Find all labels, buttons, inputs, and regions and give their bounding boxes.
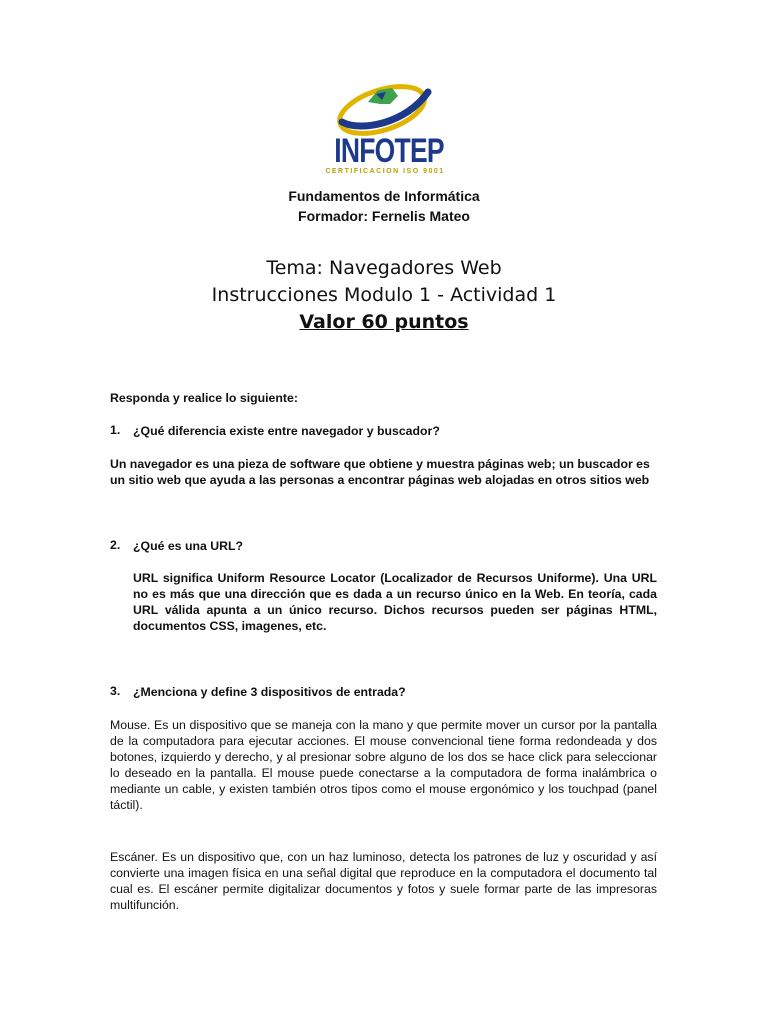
q2-answer: URL significa Uniform Resource Locator (Localizador de Recursos Uniforme). Una URL no es más que una dirección que es dada a un recurso único en la Web. En teoría, cada URL válida apunta a un único recurso. Dichos recursos pueden ser páginas HTML, documentos CSS, imagenes, etc. — [133, 571, 657, 633]
logo-tagline: CERTIFICACION ISO 9001 — [325, 168, 445, 175]
q1-answer-line2: un sitio web que ayuda a las personas a encontrar páginas web alojadas en otros sitios web — [110, 473, 650, 487]
logo-wordmark: INFOTEP — [334, 132, 444, 170]
q3-number: 3. — [110, 684, 121, 698]
q1-number: 1. — [110, 423, 121, 437]
q3-question: ¿Menciona y define 3 dispositivos de entrada? — [133, 685, 406, 699]
q1-answer-line1: Un navegador es una pieza de software que obtiene y muestra páginas web; un buscador es — [110, 457, 650, 471]
intro-text: Responda y realice lo siguiente: — [110, 391, 298, 405]
q3-mouse-answer: Mouse. Es un dispositivo que se maneja con la mano y que permite mover un cursor por la pantalla de la computadora para ejecutar acciones. El mouse convencional tiene forma redondeada y dos botones, izquierdo y derecho, y al presionar sobre alguno de los dos se hace click para seleccionar lo deseado en la pantalla. El mouse puede conectarse a la computadora de forma inalámbrica o mediante un cable, y existen también otros tipos como el mouse ergonómico y los touchpad (panel táctil). — [110, 718, 657, 812]
q3-scanner-answer: Escáner. Es un dispositivo que, con un haz luminoso, detecta los patrones de luz y oscuridad y así convierte una imagen física en una señal digital que reproduce en la computadora el documento tal cual es. El escáner permite digitalizar documentos y fotos y suele formar parte de las impresoras multifunción. — [110, 850, 657, 912]
topic-title: Tema: Navegadores Web — [266, 257, 502, 279]
instructions-title: Instrucciones Modulo 1 - Actividad 1 — [211, 284, 557, 306]
course-name: Fundamentos de Informática — [288, 188, 480, 204]
value-title: Valor 60 puntos — [299, 311, 469, 333]
trainer-name: Formador: Fernelis Mateo — [298, 208, 470, 224]
q2-number: 2. — [110, 538, 121, 552]
q2-question: ¿Qué es una URL? — [133, 539, 243, 553]
infotep-logo — [320, 82, 450, 182]
q1-question: ¿Qué diferencia existe entre navegador y buscador? — [133, 424, 440, 438]
